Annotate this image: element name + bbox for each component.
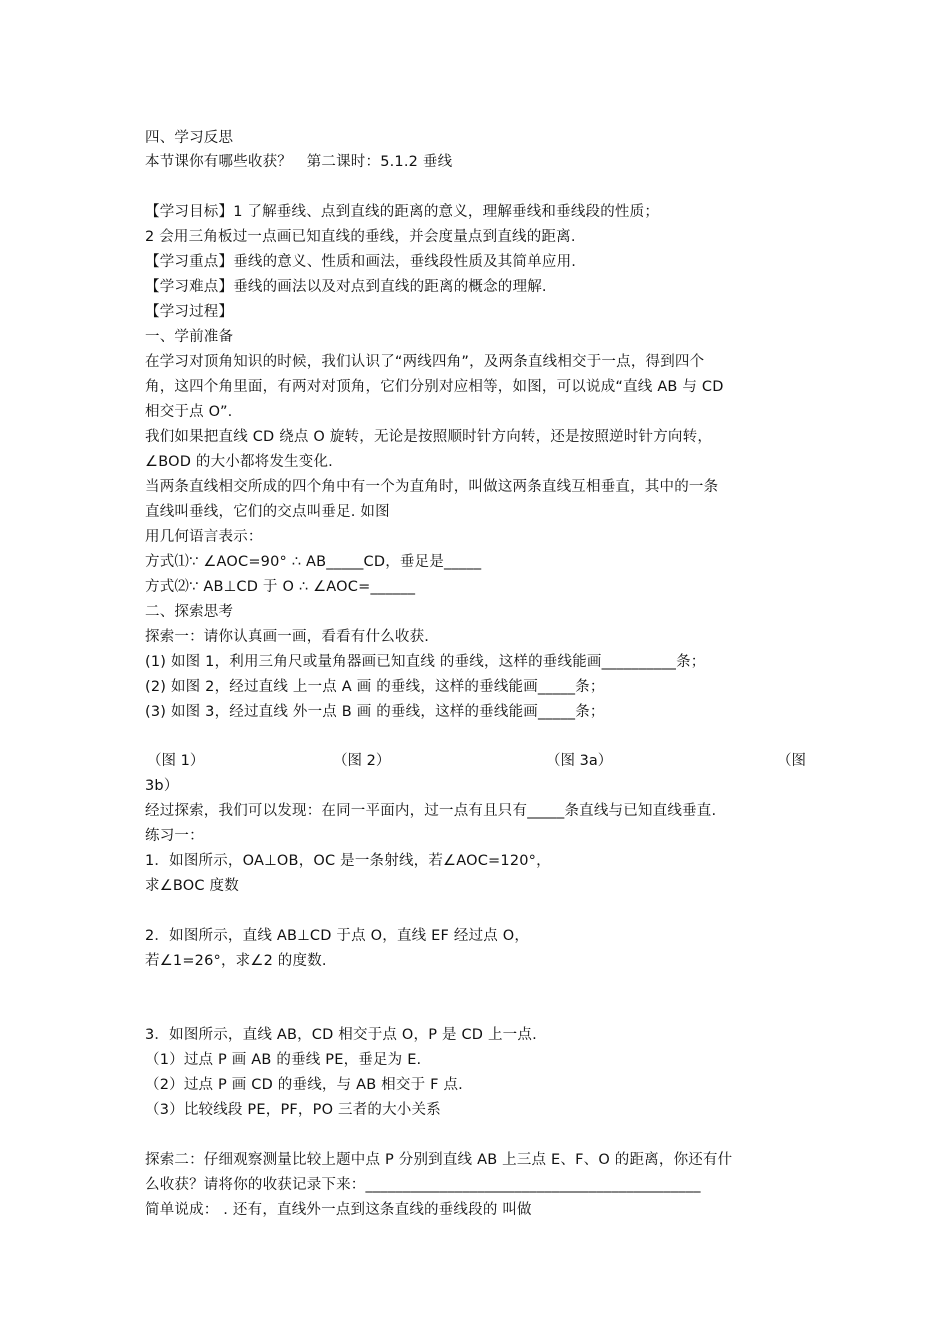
learning-key-points: 【学习重点】垂线的意义、性质和画法，垂线段性质及其简单应用. xyxy=(145,254,577,270)
exercise-1: 1．如图所示，OA⊥OB，OC 是一条射线，若∠AOC=120°， xyxy=(145,853,551,869)
paragraph-line: 当两条直线相交所成的四个角中有一个为直角时，叫做这两条直线互相垂直，其中的一条 xyxy=(145,479,719,495)
exercise-1-cont: 求∠BOC 度数 xyxy=(145,878,239,894)
exercise-3: 3．如图所示，直线 AB，CD 相交于点 O，P 是 CD 上一点. xyxy=(145,1027,537,1043)
paragraph-line: 角，这四个角里面，有两对对顶角，它们分别对应相等，如图，可以说成“直线 AB 与 CD xyxy=(145,379,724,395)
geometry-expression-1: 方式⑴∵ ∠AOC=90° ∴ AB_____CD，垂足是_____ xyxy=(145,554,482,570)
exercise-3-part-1: （1）过点 P 画 AB 的垂线 PE，垂足为 E. xyxy=(145,1052,422,1068)
paragraph-line: 直线叫垂线，它们的交点叫垂足. 如图 xyxy=(145,504,390,520)
paragraph-line: 我们如果把直线 CD 绕点 O 旋转，无论是按照顺时针方向转，还是按照逆时针方向转， xyxy=(145,429,713,445)
exploration-conclusion: 经过探索，我们可以发现：在同一平面内，过一点有且只有_____条直线与已知直线垂直. xyxy=(145,803,717,819)
exercise-2-cont: 若∠1=26°，求∠2 的度数. xyxy=(145,953,327,969)
figure-caption-3a: （图 3a） xyxy=(546,753,613,769)
explore-question-2: (2) 如图 2，经过直线 上一点 A 画 的垂线，这样的垂线能画_____条； xyxy=(145,679,605,695)
paragraph-line: 相交于点 O”. xyxy=(145,404,233,420)
exercise-3-part-2: （2）过点 P 画 CD 的垂线，与 AB 相交于 F 点. xyxy=(145,1077,463,1093)
explore-two-cont: 么收获？请将你的收获记录下来：_____________________________________________ xyxy=(145,1177,701,1193)
figure-caption-1: （图 1） xyxy=(147,753,205,769)
explore-question-3: (3) 如图 3，经过直线 外一点 B 画 的垂线，这样的垂线能画_____条； xyxy=(145,704,605,720)
figure-caption-3b-cont: 3b） xyxy=(145,778,179,794)
geometry-expression-2: 方式⑵∵ AB⊥CD 于 O ∴ ∠AOC=______ xyxy=(145,579,416,595)
lesson-title: 本节课你有哪些收获？ 第二课时：5.1.2 垂线 xyxy=(145,154,453,170)
preparation-heading: 一、学前准备 xyxy=(145,329,234,345)
exercise-heading: 练习一： xyxy=(145,828,204,844)
learning-process-heading: 【学习过程】 xyxy=(145,304,234,320)
figure-caption-2: （图 2） xyxy=(333,753,391,769)
summary-line: 简单说成： . 还有，直线外一点到这条直线的垂线段的 叫做 xyxy=(145,1202,532,1218)
explore-question-1: (1) 如图 1，利用三角尺或量角器画已知直线 的垂线，这样的垂线能画__________条； xyxy=(145,654,706,670)
learning-goals-cont: 2 会用三角板过一点画已知直线的垂线，并会度量点到直线的距离. xyxy=(145,229,576,245)
paragraph-line: 用几何语言表示： xyxy=(145,529,263,545)
paragraph-line: ∠BOD 的大小都将发生变化. xyxy=(145,454,333,470)
learning-goals: 【学习目标】1 了解垂线、点到直线的距离的意义，理解垂线和垂线段的性质； xyxy=(145,204,660,220)
exercise-3-part-3: （3）比较线段 PE，PF，PO 三者的大小关系 xyxy=(145,1102,441,1118)
exercise-2: 2．如图所示，直线 AB⊥CD 于点 O，直线 EF 经过点 O， xyxy=(145,928,530,944)
figure-caption-3b: （图 xyxy=(777,753,806,769)
paragraph-line: 在学习对顶角知识的时候，我们认识了“两线四角”，及两条直线相交于一点，得到四个 xyxy=(145,354,705,370)
learning-difficulties: 【学习难点】垂线的画法以及对点到直线的距离的概念的理解. xyxy=(145,279,547,295)
section-heading-reflection: 四、学习反思 xyxy=(145,130,234,146)
explore-heading: 二、探索思考 xyxy=(145,604,234,620)
explore-one-intro: 探索一：请你认真画一画，看看有什么收获. xyxy=(145,629,430,645)
explore-two: 探索二：仔细观察测量比较上题中点 P 分别到直线 AB 上三点 E、F、O 的距离，你还有什 xyxy=(145,1152,733,1168)
